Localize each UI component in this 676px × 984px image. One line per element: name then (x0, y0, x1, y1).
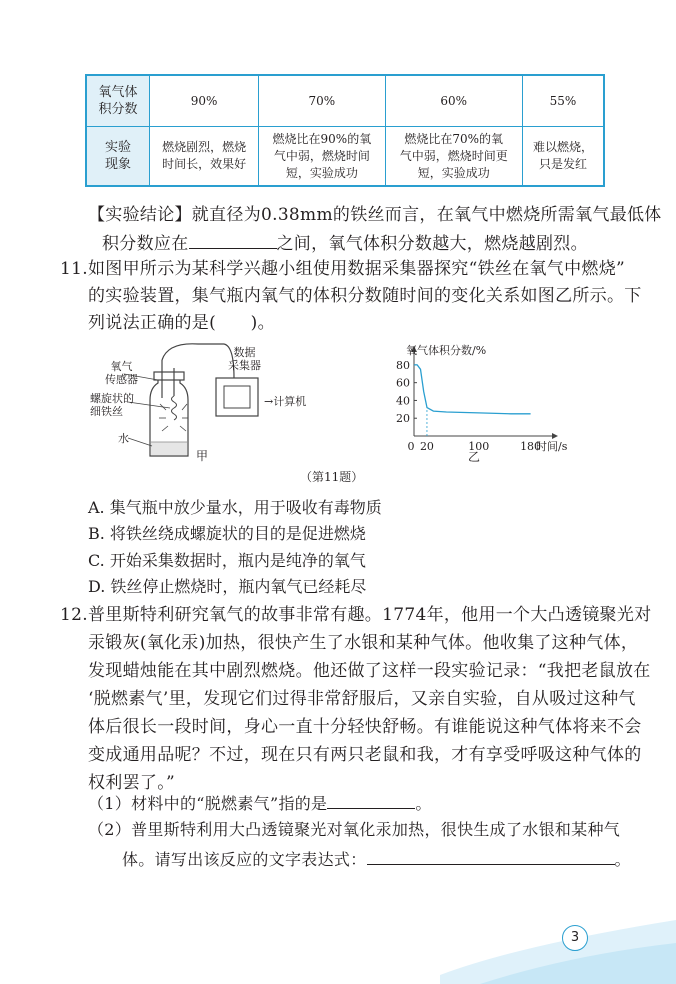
q12-line: 体后很长一段时间，身心一直十分轻快舒畅。有谁能说这种气体将来不会 (88, 717, 642, 737)
x-axis-label: 时间/s (536, 440, 568, 453)
x-tick-label: 180 (520, 440, 542, 453)
q11-line1: 如图甲所示为某科学兴趣小组使用数据采集器探究“铁丝在氧气中燃烧” (88, 259, 625, 279)
table-cell: 70% (259, 75, 385, 127)
answer-blank[interactable] (189, 230, 277, 249)
q12-line: 普里斯特利研究氧气的故事非常有趣。1774年，他用一个大凸透镜聚光对 (88, 605, 652, 625)
q12-line: ‘脱燃素气’里，发现它们过得非常舒服后，又亲自实验，自从吸过这种气 (88, 689, 636, 709)
table-cell: 60% (385, 75, 522, 127)
label-wire: 螺旋状的 细铁丝 (90, 392, 134, 418)
y-tick-label: 60 (396, 376, 410, 390)
q11-line2: 的实验装置，集气瓶内氧气的体积分数随时间的变化关系如图乙所示。下 (88, 286, 642, 306)
figure-yi-label: 乙 (468, 450, 481, 464)
table-cell: 燃烧剧烈，燃烧 时间长，效果好 (150, 127, 259, 187)
option-d[interactable]: D. 铁丝停止燃烧时，瓶内氧气已经耗尽 (88, 577, 367, 596)
y-tick-label: 20 (396, 412, 410, 426)
y-axis-label: 氧气体积分数/% (406, 344, 487, 357)
series-line-oxygen (414, 365, 531, 414)
conclusion-line2: 积分数应在 之间，氧气体积分数越大，燃烧越剧烈。 (102, 230, 588, 256)
q12-num: 12. (60, 605, 88, 625)
x-axis-arrow (552, 433, 558, 439)
y-tick-label: 40 (396, 394, 410, 408)
x-tick-label: 100 (468, 440, 490, 453)
spiral-wire (172, 396, 177, 420)
q12-line: 汞锻灰(氧化汞)加热，很快产生了水银和某种气体。他收集了这种气体， (88, 633, 639, 653)
q11-num: 11. (60, 259, 88, 279)
option-c[interactable]: C. 开始采集数据时，瓶内是纯净的氧气 (88, 551, 366, 570)
stopper (154, 372, 184, 380)
water (151, 442, 187, 455)
q12-line: 变成通用品呢？不过，现在只有两只老鼠和我，才有享受呼吸这种气体的 (88, 745, 642, 765)
option-b[interactable]: B. 将铁丝绕成螺旋状的目的是促进燃烧 (88, 524, 366, 543)
cable (162, 344, 224, 360)
oxygen-chart (382, 340, 568, 465)
conclusion-line1: 【实验结论】就直径为0.38mm的铁丝而言，在氧气中燃烧所需氧气最低体 (88, 205, 662, 225)
label-water: 水 (118, 432, 129, 445)
option-a[interactable]: A. 集气瓶中放少量水，用于吸收有毒物质 (88, 498, 382, 517)
answer-blank[interactable] (367, 846, 615, 865)
x-tick-label: 0 (407, 440, 415, 453)
q12-line: 发现蜡烛能在其中剧烈燃烧。他还做了这样一段实验记录：“我把老鼠放在 (88, 661, 651, 681)
q12-sub1: （1）材料中的“脱燃素气”指的是 。 (88, 790, 432, 816)
row-header: 氧气体 积分数 (86, 75, 150, 127)
x-tick-label: 20 (419, 440, 434, 453)
table-row (86, 75, 604, 127)
experiment-table (85, 74, 605, 187)
table-cell: 90% (150, 75, 259, 127)
q12-sub2-line2: 体。请写出该反应的文字表达式： 。 (122, 846, 631, 872)
figure-jia-label: 甲 (196, 449, 209, 463)
table-cell: 55% (522, 75, 604, 127)
corner-decoration (440, 915, 676, 984)
y-tick-label: 80 (396, 358, 410, 372)
label-computer: →计算机 (264, 395, 307, 408)
page-number: 3 (562, 925, 588, 951)
collector-screen (224, 386, 250, 408)
table-cell: 燃烧比在90%的氧 气中弱，燃烧时间 短，实验成功 (259, 127, 385, 187)
label-sensor: 氧气 传感器 (105, 360, 138, 386)
q12-line: 权利罢了。” (88, 773, 175, 793)
row-header: 实验 现象 (86, 127, 150, 187)
table-cell: 难以燃烧， 只是发红 (522, 127, 604, 187)
table-row (86, 127, 604, 187)
figure-caption: （第11题） (300, 470, 364, 484)
q11-line3: 列说法正确的是( )。 (88, 313, 275, 333)
label-collector: 数据 采集器 (228, 346, 261, 372)
answer-blank[interactable] (327, 790, 415, 809)
q12-sub2-line1: （2）普里斯特利用大凸透镜聚光对氧化汞加热，很快生成了水银和某种气 (88, 820, 621, 839)
table-cell: 燃烧比在70%的氧 气中弱，燃烧时间更 短，实验成功 (385, 127, 522, 187)
